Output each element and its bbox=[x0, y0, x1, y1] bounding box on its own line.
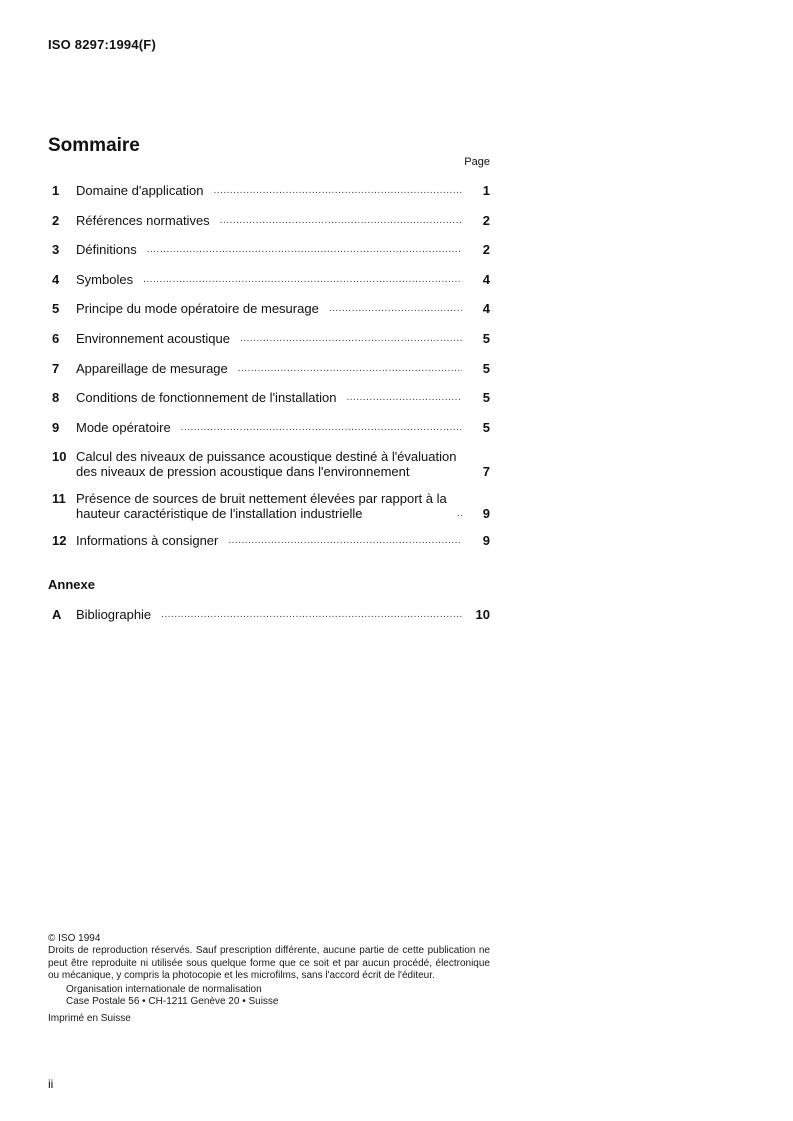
leader-dots bbox=[147, 242, 462, 257]
toc-entry-number: 7 bbox=[52, 360, 60, 376]
toc-entry-title: Domaine d'application bbox=[76, 183, 204, 198]
toc-entry-page: 5 bbox=[482, 390, 490, 406]
toc-entry-title: des niveaux de pression acoustique dans l'environnement bbox=[76, 464, 410, 480]
toc-entry bbox=[48, 390, 490, 405]
toc-entry-number: 1 bbox=[52, 183, 60, 198]
leader-dots bbox=[240, 331, 462, 346]
toc-entry-title: Références normatives bbox=[76, 212, 210, 228]
toc-entry-number: A bbox=[52, 607, 62, 622]
toc-entry-page: 2 bbox=[482, 242, 490, 258]
toc-entry-number: 4 bbox=[52, 271, 60, 287]
leader-dots bbox=[457, 506, 462, 521]
toc-entry-page: 5 bbox=[482, 360, 490, 376]
toc-entry bbox=[48, 420, 490, 435]
organization-name: Organisation internationale de normalisation bbox=[66, 984, 262, 996]
toc-entry bbox=[48, 213, 490, 228]
toc-entry-title: Bibliographie bbox=[76, 607, 152, 622]
toc-entry-number: 10 bbox=[52, 449, 67, 465]
toc-entry-page: 2 bbox=[482, 212, 490, 228]
toc-entry bbox=[48, 533, 490, 548]
toc-entry-page: 4 bbox=[482, 271, 490, 287]
leader-dots bbox=[181, 420, 462, 435]
toc-entry bbox=[48, 449, 490, 479]
toc-entry-page: 9 bbox=[482, 506, 490, 522]
toc-entry-title: Symboles bbox=[76, 271, 134, 287]
toc-entry-page: 4 bbox=[482, 301, 490, 317]
toc-entry bbox=[48, 183, 490, 198]
toc-entry-title: Calcul des niveaux de puissance acoustique destiné à l'évaluation bbox=[76, 449, 457, 465]
printed-in: Imprimé en Suisse bbox=[48, 1012, 131, 1024]
toc-entry-number: 2 bbox=[52, 212, 60, 228]
toc-entry-page: 1 bbox=[482, 183, 490, 198]
toc-entry-title: Mode opératoire bbox=[76, 419, 171, 435]
toc-entry bbox=[48, 331, 490, 346]
toc-entry bbox=[48, 491, 490, 521]
toc-entry-number: 12 bbox=[52, 533, 67, 549]
toc-entry-number: 5 bbox=[52, 301, 60, 317]
toc-entry bbox=[48, 361, 490, 376]
toc-entry-number: 11 bbox=[52, 491, 66, 507]
leader-dots bbox=[346, 390, 462, 405]
toc-entry bbox=[48, 607, 490, 622]
toc-entry-page: 5 bbox=[482, 419, 490, 435]
leader-dots bbox=[214, 183, 462, 198]
toc-entry bbox=[48, 272, 490, 287]
leader-dots bbox=[329, 301, 462, 316]
annex-heading: Annexe bbox=[48, 577, 95, 592]
leader-dots bbox=[228, 533, 462, 548]
toc-entry-page: 5 bbox=[482, 330, 490, 346]
page-column-label: Page bbox=[464, 156, 490, 168]
toc-entry-page: 10 bbox=[475, 607, 490, 622]
table-of-contents bbox=[48, 183, 490, 563]
toc-entry-title: Présence de sources de bruit nettement élevées par rapport à la bbox=[76, 491, 447, 507]
toc-entry-title: Définitions bbox=[76, 242, 137, 258]
copyright-line: © ISO 1994 bbox=[48, 933, 101, 944]
toc-entry-title: hauteur caractéristique de l'installation industrielle bbox=[76, 506, 363, 522]
leader-dots bbox=[143, 272, 462, 287]
toc-entry-number: 9 bbox=[52, 419, 60, 435]
organization-address: Case Postale 56 • CH-1211 Genève 20 • Suisse bbox=[66, 996, 279, 1008]
toc-entry-number: 8 bbox=[52, 390, 60, 406]
toc-entry-number: 3 bbox=[52, 242, 60, 258]
copyright-notice bbox=[48, 933, 490, 1025]
toc-entry-title: Principe du mode opératoire de mesurage bbox=[76, 301, 319, 317]
page-number: ii bbox=[48, 1077, 54, 1091]
annex-list bbox=[48, 607, 490, 637]
document-id: ISO 8297:1994(F) bbox=[48, 37, 156, 52]
leader-dots bbox=[161, 607, 462, 622]
toc-entry bbox=[48, 301, 490, 316]
leader-dots bbox=[238, 361, 462, 376]
rights-statement: Droits de reproduction réservés. Sauf prescription différente, aucune partie de cette publication ne peut être reproduite ni utilisée sous quelque forme que ce soit et par aucun procédé, électronique ou mécanique, y compris la photocopie et les microfilms, sans l'accord écrit de l'éditeur. bbox=[48, 945, 490, 981]
toc-entry bbox=[48, 242, 490, 257]
toc-entry-title: Conditions de fonctionnement de l'installation bbox=[76, 390, 337, 406]
toc-entry-page: 7 bbox=[482, 464, 490, 480]
toc-entry-page: 9 bbox=[482, 533, 490, 549]
toc-entry-title: Environnement acoustique bbox=[76, 330, 230, 346]
page-title: Sommaire bbox=[48, 135, 140, 156]
leader-dots bbox=[220, 213, 462, 228]
toc-entry-title: Appareillage de mesurage bbox=[76, 360, 228, 376]
toc-entry-number: 6 bbox=[52, 330, 60, 346]
toc-entry-title: Informations à consigner bbox=[76, 533, 219, 549]
